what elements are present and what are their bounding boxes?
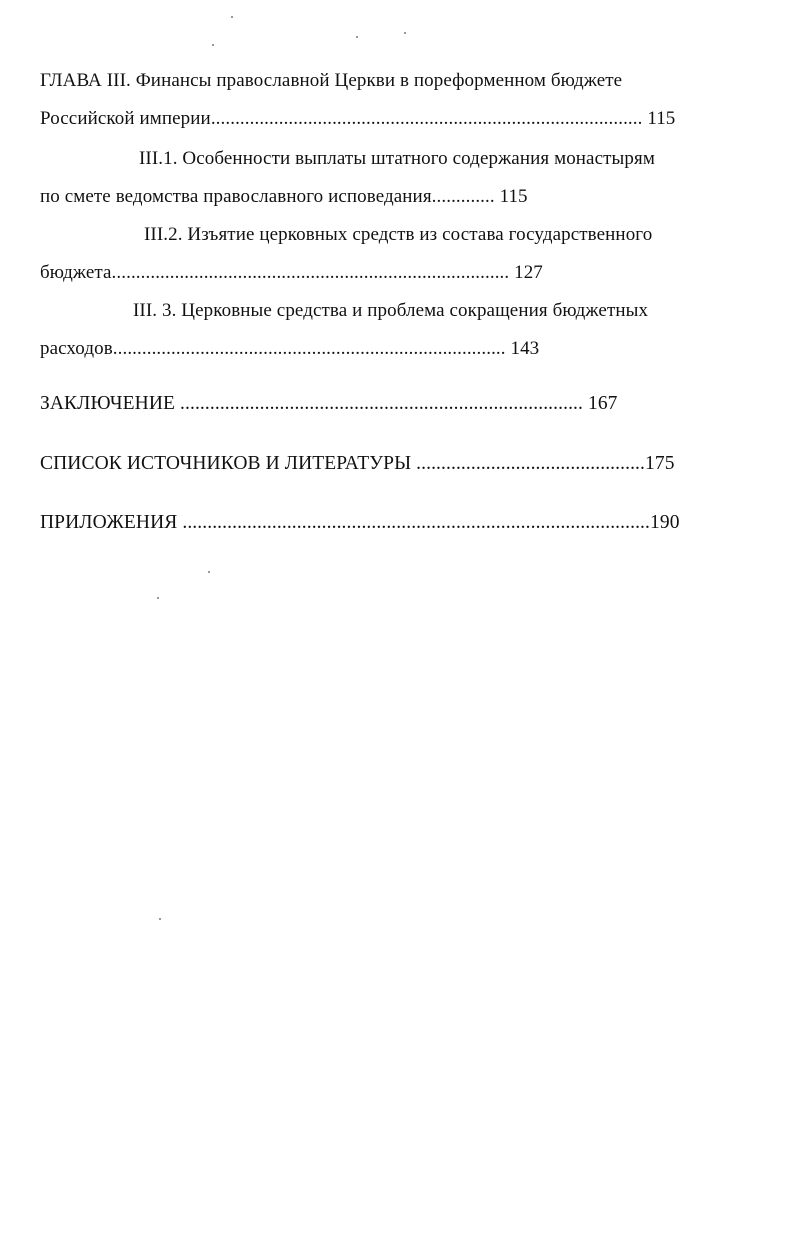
toc-section-3-2-page: бюджета.................................................................................. 127 (40, 262, 543, 283)
scan-speck (231, 16, 233, 18)
scan-speck (356, 36, 358, 38)
toc-sources: СПИСОК ИСТОЧНИКОВ И ЛИТЕРАТУРЫ ..............................................175 (40, 453, 675, 474)
scan-speck (157, 597, 159, 599)
toc-appendices: ПРИЛОЖЕНИЯ ..............................................................................................190 (40, 512, 680, 533)
toc-section-3-2-title: III.2. Изъятие церковных средств из состава государственного (144, 224, 653, 245)
scan-speck (212, 44, 214, 46)
scan-speck (208, 571, 210, 573)
toc-section-3-1-title: III.1. Особенности выплаты штатного содержания монастырям (139, 148, 655, 169)
scan-speck (404, 32, 406, 34)
toc-section-3-3-page: расходов................................................................................. 143 (40, 338, 540, 359)
toc-section-3-3-title: III. 3. Церковные средства и проблема сокращения бюджетных (133, 300, 649, 321)
toc-conclusion: ЗАКЛЮЧЕНИЕ ................................................................................. 167 (40, 393, 618, 414)
scan-speck (159, 918, 161, 920)
toc-chapter3-page: Российской империи......................................................................................... 115 (40, 108, 676, 129)
toc-section-3-1-page: по смете ведомства православного исповедания............. 115 (40, 186, 528, 207)
toc-chapter3-title: ГЛАВА III. Финансы православной Церкви в пореформенном бюджете (40, 70, 623, 91)
